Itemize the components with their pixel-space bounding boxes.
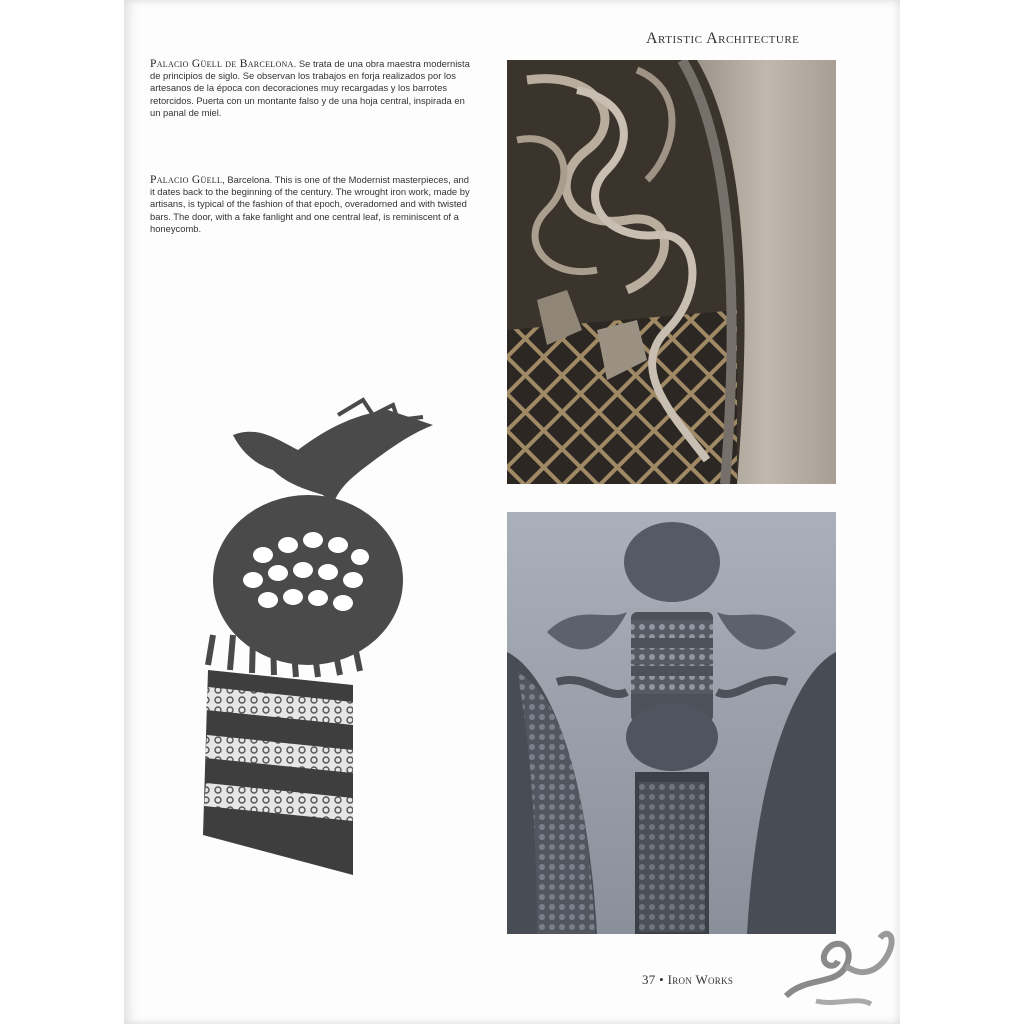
phoenix-honeycomb-column-drawing (188, 395, 443, 880)
page-header-title: Artistic Architecture (646, 30, 800, 47)
footer-section: Iron Works (667, 972, 734, 987)
caption-english-lead: Palacio Güell (150, 174, 223, 186)
page-number: 37 (642, 972, 656, 987)
wrought-iron-scrollwork-photo (507, 60, 836, 484)
caption-english (150, 174, 476, 235)
caption-english-body: , Barcelona. This is one of the Modernist masterpieces, and it dates back to the beginning of the century. The wrought iron work, made by artisans, is typical of the fashion of that epoch, overadorned and with twisted bars. The door, with a fake fanlight and one central leaf, is reminiscent of a honeycomb. (150, 174, 470, 234)
caption-spanish (150, 58, 476, 119)
iron-column-phoenix-photo (507, 512, 836, 934)
caption-spanish-lead: Palacio Güell de Barcelona (150, 58, 294, 70)
caption-spanish-body: . Se trata de una obra maestra modernista de principios de siglo. Se observan los trabajos en forja realizados por los artesanos de la época con decoraciones muy recargadas y los barrotes retorcidos. Puerta con un montante falso y de una hoja central, inspirada en un panal de miel. (150, 58, 470, 118)
scroll-ornament-icon (776, 926, 900, 1018)
page-footer (642, 972, 733, 988)
footer-separator: • (659, 972, 665, 987)
